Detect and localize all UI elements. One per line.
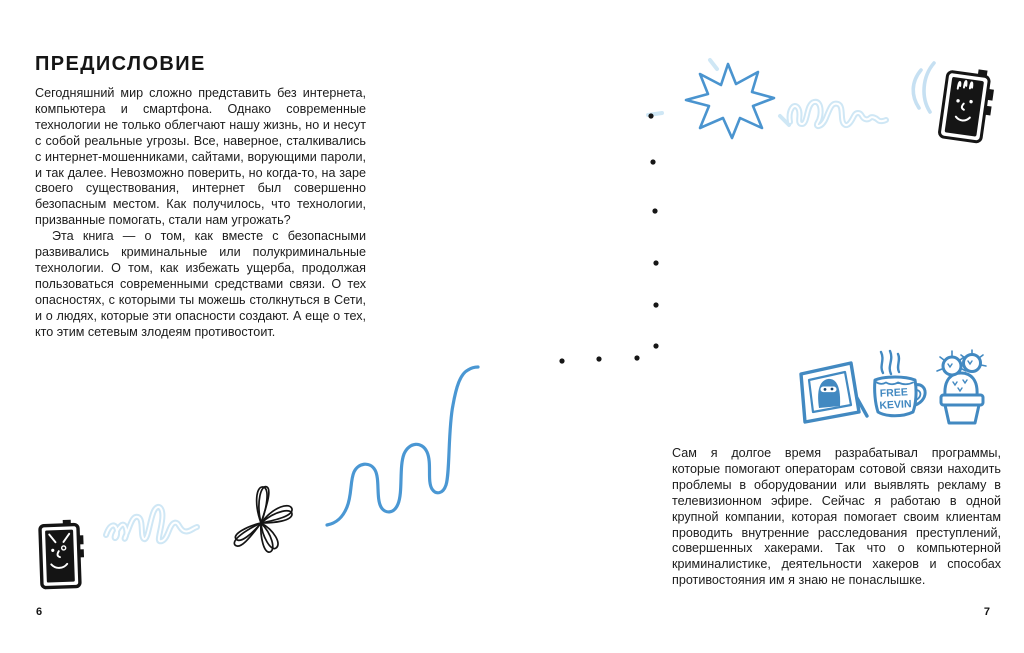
left-paragraph-2: Эта книга — о том, как вместе с безопасными развивались криминальные или полукриминальные технологии. О том, как избежать ущерба, продолжая пользоваться современными средствами связи. О тех опасностях, с которыми ты можешь столкнуться в Сети, и о людях, которые эти опасности создают. А еще о тех, кто этим сетевым злодеям противостоит.	[35, 229, 366, 339]
potted-cactus-doodle	[931, 349, 993, 427]
page-number-right: 7	[983, 606, 990, 618]
ninja-photo-frame-doodle	[793, 358, 871, 428]
chapter-heading: ПРЕДИСЛОВИЕ	[35, 53, 206, 75]
dotted-trail-doodle	[548, 108, 668, 368]
mug-text-line1: FREE	[879, 386, 909, 400]
left-page-text-column	[35, 86, 366, 341]
pager-phone-top-doodle	[927, 62, 1004, 156]
free-kevin-mug-doodle	[867, 347, 937, 425]
radio-squiggle-bottom-doodle	[102, 497, 202, 549]
radio-squiggle-top-doodle	[786, 94, 896, 134]
page-number-left: 6	[36, 606, 43, 618]
loop-flower-doodle	[228, 482, 298, 560]
mug-text-line2: KEVIN	[879, 398, 912, 412]
right-page-text-column	[672, 446, 1001, 589]
rising-wave-line-doodle	[323, 357, 465, 532]
left-paragraph-1: Сегодняшний мир сложно представить без интернета, компьютера и смартфона. Однако современные технологии не только облегчают нашу жизнь, но и несут с собой реальные угрозы. Все, наверное, сталкивались с интернет-мошенниками, сайтами, ворующими пароли, и так далее. Невозможно поверить, но когда-то, на заре своего существования, интернет был совершенно безопасным местом. Как получилось, что технологии, призванные помогать, стали нам угрожать?	[35, 86, 366, 228]
right-paragraph-1: Сам я долгое время разрабатывал программы, которые помогают операторам сотовой связи находить проблемы в оборудовании или выявлять рекламу в телевизионном эфире. Сейчас я работаю в одной крупной компании, которая помогает своим клиентам проводить внутренние расследования преступлений, совершенных хакерами. Так что о компьютерной криминалистике, деятельности хакеров и способах противостояния им я знаю не понаслышке.	[672, 446, 1001, 588]
pager-phone-bottom-doodle	[35, 519, 92, 595]
